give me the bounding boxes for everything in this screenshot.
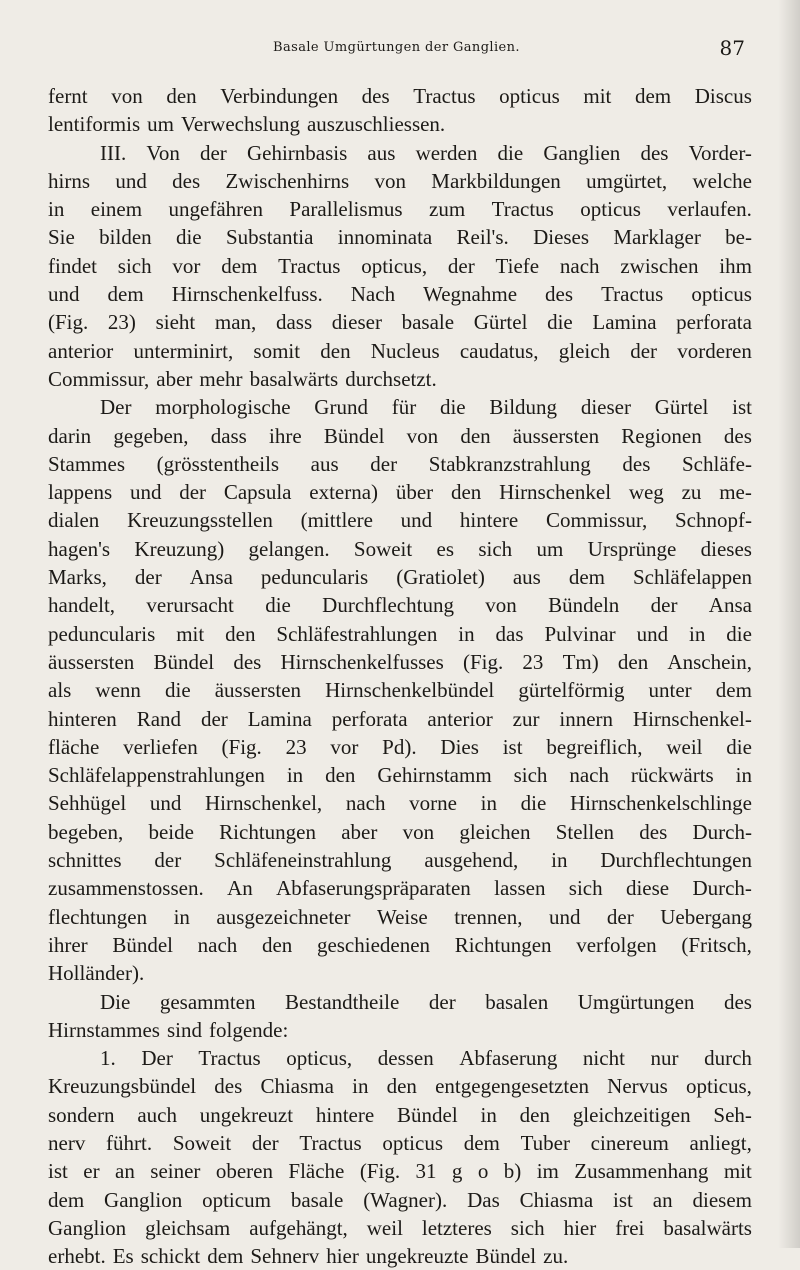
text-line: hinteren Rand der Lamina perforata anterior zur innern Hirnschenkel- <box>48 706 752 731</box>
page-header <box>48 36 745 66</box>
text-line: in einem ungefähren Parallelismus zum Tractus opticus verlaufen. <box>48 197 752 222</box>
text-line: Schläfelappenstrahlungen in den Gehirnstamm sich nach rückwärts in <box>48 763 752 788</box>
text-line: Marks, der Ansa peduncularis (Gratiolet) aus dem Schläfelappen <box>48 565 752 590</box>
text-line: findet sich vor dem Tractus opticus, der Tiefe nach zwischen ihm <box>48 253 752 278</box>
text-line: nerv führt. Soweit der Tractus opticus dem Tuber cinereum anliegt, <box>48 1130 752 1155</box>
text-line: anterior unterminirt, somit den Nucleus caudatus, gleich der vorderen <box>48 338 752 363</box>
text-line: fläche verliefen (Fig. 23 vor Pd). Dies ist begreiflich, weil die <box>48 734 752 759</box>
text-line: und dem Hirnschenkelfuss. Nach Wegnahme des Tractus opticus <box>48 282 752 307</box>
text-line: ist er an seiner oberen Fläche (Fig. 31 g o b) im Zusammenhang mit <box>48 1159 752 1184</box>
text-line: Der morphologische Grund für die Bildung dieser Gürtel ist <box>100 395 752 420</box>
text-line: Ganglion gleichsam aufgehängt, weil letzteres sich hier frei basalwärts <box>48 1215 752 1240</box>
text-line: hirns und des Zwischenhirns von Markbildungen umgürtet, welche <box>48 168 752 193</box>
text-line: III. Von der Gehirnbasis aus werden die Ganglien des Vorder- <box>100 140 752 165</box>
text-line: dialen Kreuzungsstellen (mittlere und hintere Commissur, Schnopf- <box>48 508 752 533</box>
text-line: Sie bilden die Substantia innominata Reil's. Dieses Marklager be- <box>48 225 752 250</box>
text-line: begeben, beide Richtungen aber von gleichen Stellen des Durch- <box>48 819 752 844</box>
text-line: handelt, verursacht die Durchflechtung von Bündeln der Ansa <box>48 593 752 618</box>
text-line: Hirnstammes sind folgende: <box>48 1017 289 1042</box>
text-line: Sehhügel und Hirnschenkel, nach vorne in die Hirnschenkelschlinge <box>48 791 752 816</box>
text-line: Commissur, aber mehr basalwärts durchsetzt. <box>48 366 437 391</box>
running-title: Basale Umgürtungen der Ganglien. <box>273 40 520 55</box>
text-line: Stammes (grösstentheils aus der Stabkranzstrahlung des Schläfe- <box>48 451 752 476</box>
text-line: 1. Der Tractus opticus, dessen Abfaserung nicht nur durch <box>100 1046 752 1071</box>
text-line: Die gesammten Bestandtheile der basalen Umgürtungen des <box>100 989 752 1014</box>
body-text <box>48 82 752 1270</box>
text-line: sondern auch ungekreuzt hintere Bündel in den gleichzeitigen Seh- <box>48 1102 752 1127</box>
text-line: erhebt. Es schickt dem Sehnerv hier ungekreuzte Bündel zu. <box>48 1244 569 1269</box>
text-line: Kreuzungsbündel des Chiasma in den entgegengesetzten Nervus opticus, <box>48 1074 752 1099</box>
text-line: äussersten Bündel des Hirnschenkelfusses (Fig. 23 Tm) den Anschein, <box>48 649 752 674</box>
text-line: als wenn die äussersten Hirnschenkelbündel gürtelförmig unter dem <box>48 678 752 703</box>
text-line: Holländer). <box>48 961 145 986</box>
text-line: flechtungen in ausgezeichneter Weise trennen, und der Uebergang <box>48 904 752 929</box>
text-line: schnittes der Schläfeneinstrahlung ausgehend, in Durchflechtungen <box>48 848 752 873</box>
text-line: peduncularis mit den Schläfestrahlungen in das Pulvinar und in die <box>48 621 752 646</box>
text-line: dem Ganglion opticum basale (Wagner). Das Chiasma ist an diesem <box>48 1187 752 1212</box>
text-line: darin gegeben, dass ihre Bündel von den äussersten Regionen des <box>48 423 752 448</box>
text-line: fernt von den Verbindungen des Tractus opticus mit dem Discus <box>48 84 752 108</box>
text-line: lappens und der Capsula externa) über den Hirnschenkel weg zu me- <box>48 480 752 505</box>
text-line: lentiformis um Verwechslung auszuschliessen. <box>48 112 446 137</box>
text-line: zusammenstossen. An Abfaserungspräparaten lassen sich diese Durch- <box>48 876 752 901</box>
page-edge-shadow <box>778 0 800 1248</box>
page-number: 87 <box>719 36 745 60</box>
text-line: (Fig. 23) sieht man, dass dieser basale Gürtel die Lamina perforata <box>48 310 752 335</box>
text-line: hagen's Kreuzung) gelangen. Soweit es sich um Ursprünge dieses <box>48 536 752 561</box>
text-line: ihrer Bündel nach den geschiedenen Richtungen verfolgen (Fritsch, <box>48 932 752 957</box>
